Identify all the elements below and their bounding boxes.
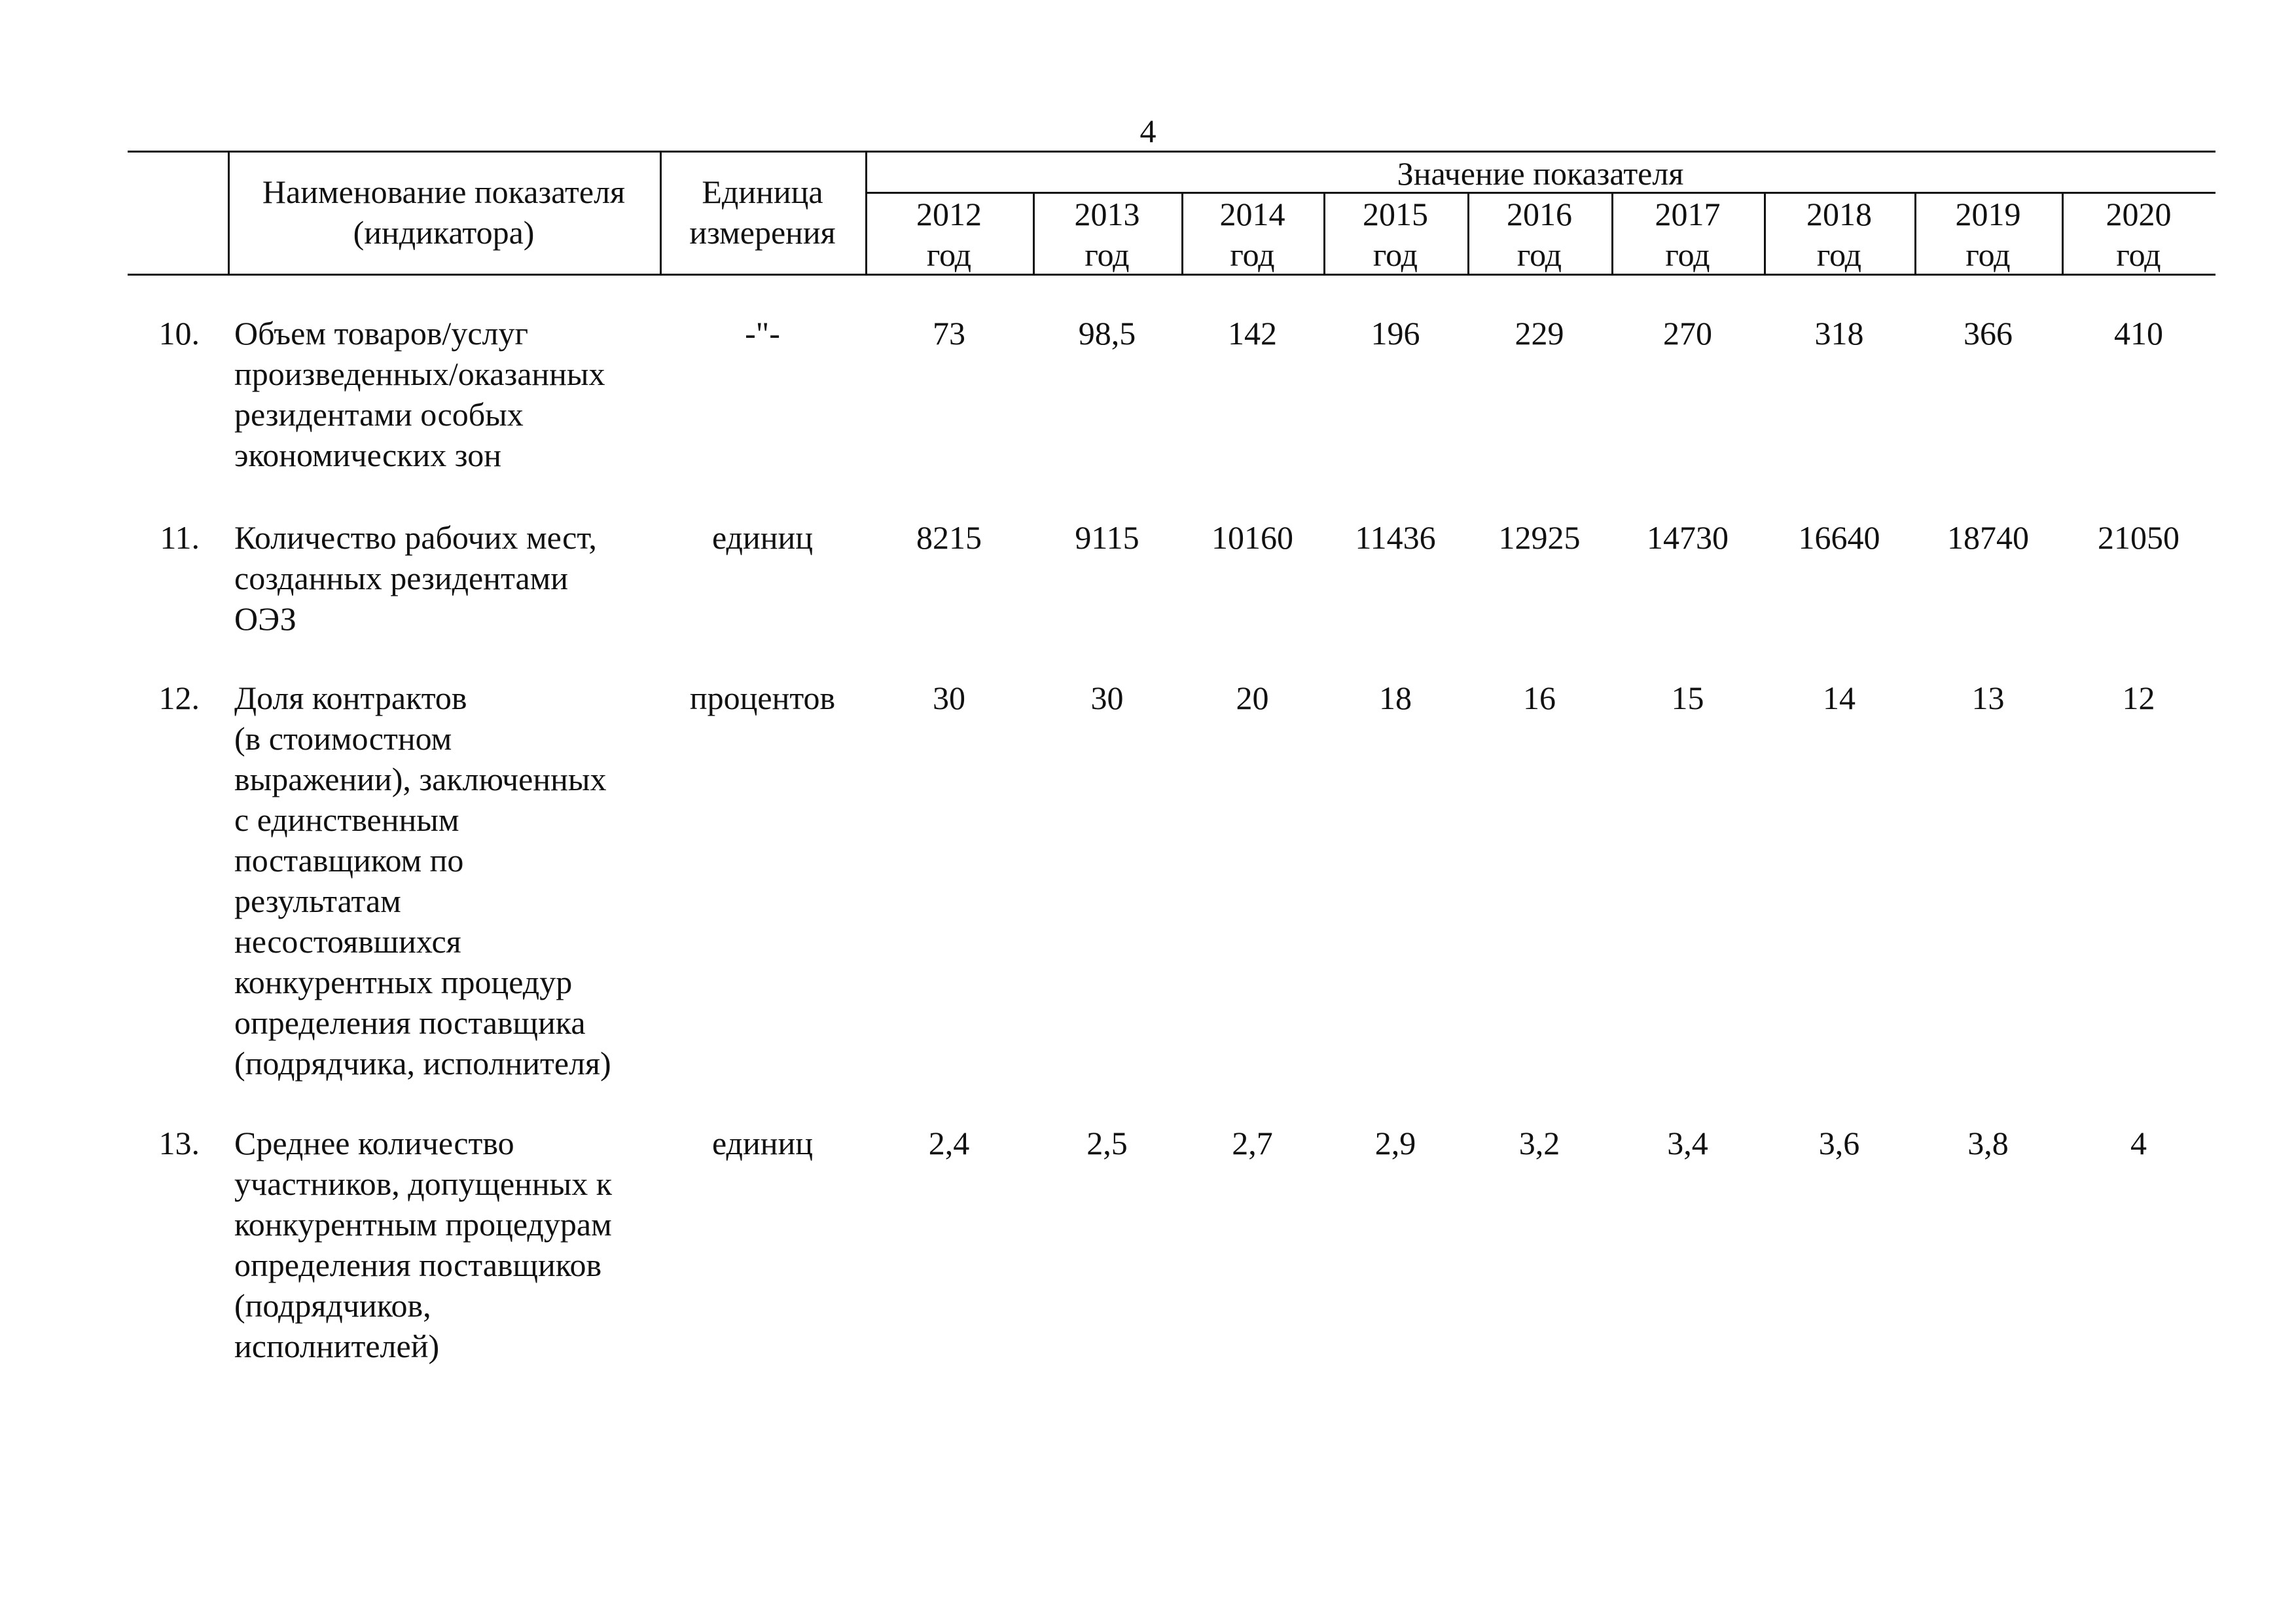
- unit-value: единиц: [711, 1125, 813, 1161]
- value-cell: 2,9: [1374, 1125, 1416, 1161]
- year-unit-header: год: [1965, 236, 2011, 273]
- value-cell: 18: [1379, 680, 1412, 716]
- value-cell: 20: [1236, 680, 1269, 716]
- indicator-name-line: Среднее количество: [234, 1125, 514, 1161]
- value-cell: 196: [1371, 315, 1420, 352]
- indicator-name-line: результатам: [234, 883, 401, 919]
- value-cell: 3,6: [1818, 1125, 1860, 1161]
- indicator-name-line: (подрядчиков,: [234, 1287, 431, 1324]
- value-cell: 2,7: [1232, 1125, 1273, 1161]
- value-cell: 16: [1523, 680, 1556, 716]
- indicator-name-line: созданных резидентами: [234, 560, 569, 596]
- value-cell: 229: [1515, 315, 1564, 352]
- indicator-name-line: исполнителей): [234, 1328, 440, 1364]
- row-number: 12.: [158, 680, 200, 716]
- indicator-name-line: поставщиком по: [234, 842, 464, 879]
- year-unit-header: год: [1085, 236, 1130, 273]
- value-cell: 142: [1228, 315, 1277, 352]
- value-cell: 13: [1971, 680, 2005, 716]
- value-cell: 30: [1090, 680, 1124, 716]
- year-header: 2020: [2106, 196, 2172, 232]
- header-line: Единица: [702, 173, 823, 210]
- value-cell: 366: [1964, 315, 2013, 352]
- value-cell: 15: [1671, 680, 1704, 716]
- indicator-name-line: определения поставщика: [234, 1004, 586, 1041]
- value-header: Значение показателя: [1397, 155, 1684, 192]
- indicator-name-line: определения поставщиков: [234, 1247, 602, 1283]
- year-header: 2019: [1955, 196, 2021, 232]
- indicator-name-line: участников, допущенных к: [234, 1165, 613, 1202]
- year-header: 2013: [1074, 196, 1140, 232]
- header-line: Наименование показателя: [262, 173, 626, 210]
- header-line: (индикатора): [353, 214, 535, 251]
- year-header: 2016: [1507, 196, 1572, 232]
- value-cell: 98,5: [1078, 315, 1136, 352]
- indicator-name-line: Доля контрактов: [234, 680, 467, 716]
- unit-value: процентов: [689, 680, 836, 716]
- value-cell: 8215: [916, 519, 982, 556]
- year-unit-header: год: [2116, 236, 2161, 273]
- header-line: измерения: [689, 214, 836, 251]
- indicator-name-header: [228, 172, 660, 253]
- indicator-name: [234, 678, 611, 1084]
- value-cell: 2,5: [1086, 1125, 1128, 1161]
- value-cell: 21050: [2098, 519, 2179, 556]
- value-cell: 3,2: [1518, 1125, 1560, 1161]
- page-number: 4: [1139, 113, 1157, 149]
- row-number: 13.: [158, 1125, 200, 1161]
- indicator-name-line: Объем товаров/услуг: [234, 315, 528, 352]
- indicator-name-line: (в стоимостном: [234, 720, 452, 757]
- indicator-name: [234, 517, 597, 639]
- value-cell: 12925: [1498, 519, 1581, 556]
- value-cell: 410: [2114, 315, 2163, 352]
- indicator-name: [234, 1123, 612, 1366]
- indicator-name-line: произведенных/оказанных: [234, 356, 605, 392]
- indicator-name-line: резидентами особых: [234, 396, 524, 433]
- value-cell: 3,8: [1967, 1125, 2009, 1161]
- indicator-name: [234, 313, 605, 475]
- year-header: 2015: [1363, 196, 1428, 232]
- indicator-name-line: ОЭЗ: [234, 600, 296, 637]
- value-cell: 14730: [1647, 519, 1729, 556]
- indicator-name-line: экономических зон: [234, 437, 501, 473]
- value-cell: 4: [2130, 1125, 2147, 1161]
- indicator-name-line: конкурентных процедур: [234, 964, 573, 1000]
- year-unit-header: год: [1230, 236, 1275, 273]
- value-cell: 18740: [1947, 519, 2029, 556]
- year-unit-header: год: [1516, 236, 1562, 273]
- value-cell: 3,4: [1667, 1125, 1708, 1161]
- indicator-name-line: выражении), заключенных: [234, 761, 607, 797]
- value-cell: 14: [1823, 680, 1856, 716]
- year-unit-header: год: [1665, 236, 1710, 273]
- year-unit-header: год: [926, 236, 972, 273]
- value-cell: 2,4: [928, 1125, 970, 1161]
- value-cell: 12: [2122, 680, 2155, 716]
- row-number: 11.: [160, 519, 200, 556]
- unit-value: единиц: [711, 519, 813, 556]
- unit-value: -"-: [745, 315, 780, 352]
- value-cell: 11436: [1355, 519, 1436, 556]
- table-top-rule: [128, 151, 2215, 153]
- value-cell: 10160: [1211, 519, 1293, 556]
- year-header: 2017: [1655, 196, 1721, 232]
- indicator-name-line: конкурентным процедурам: [234, 1206, 612, 1243]
- year-header: 2018: [1806, 196, 1872, 232]
- unit-header: [660, 172, 865, 253]
- indicator-name-line: Количество рабочих мест,: [234, 519, 597, 556]
- value-cell: 270: [1663, 315, 1712, 352]
- year-header: 2012: [916, 196, 982, 232]
- indicator-name-line: с единственным: [234, 801, 459, 838]
- value-cell: 318: [1814, 315, 1864, 352]
- year-header: 2014: [1219, 196, 1285, 232]
- value-cell: 16640: [1798, 519, 1880, 556]
- value-cell: 73: [933, 315, 965, 352]
- value-cell: 30: [933, 680, 965, 716]
- year-unit-header: год: [1372, 236, 1418, 273]
- indicator-name-line: несостоявшихся: [234, 923, 461, 960]
- row-number: 10.: [158, 315, 200, 352]
- value-cell: 9115: [1075, 519, 1139, 556]
- year-unit-header: год: [1816, 236, 1862, 273]
- indicator-name-line: (подрядчика, исполнителя): [234, 1045, 611, 1082]
